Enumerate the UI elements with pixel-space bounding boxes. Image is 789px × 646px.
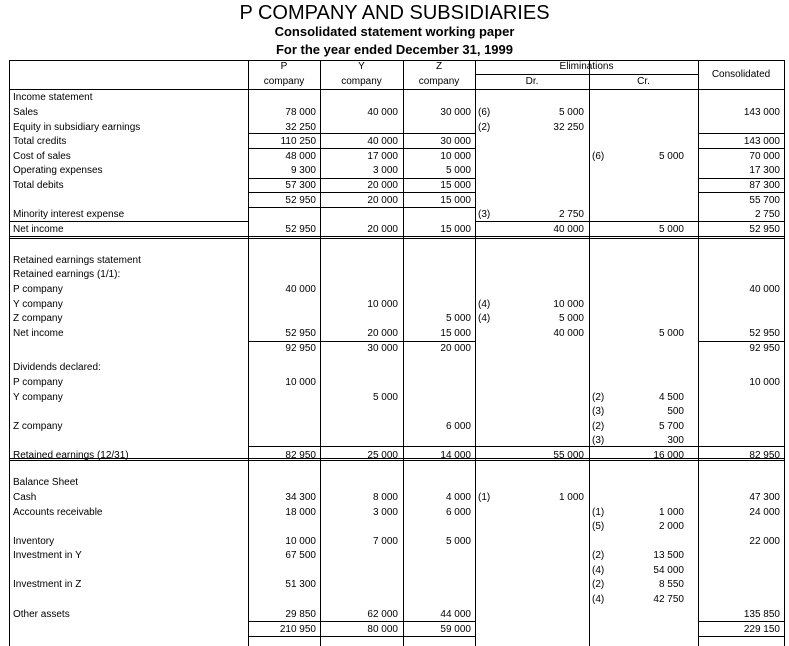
z-company-value: 15 000	[440, 180, 471, 191]
dr-value: 55 000	[553, 450, 584, 461]
underline-total-credits-cons	[698, 148, 784, 149]
p-company-value: 110 250	[280, 136, 316, 147]
col-divider-dr	[475, 61, 476, 646]
p-company-value: 10 000	[285, 377, 316, 388]
p-col-header-bottom: company	[263, 76, 305, 87]
underline-re-end	[248, 446, 475, 447]
underline-minority-label	[10, 221, 248, 222]
consolidated-value: 47 300	[749, 492, 780, 503]
z-company-value: 6 000	[445, 421, 471, 432]
p-company-value: 34 300	[285, 492, 316, 503]
z-col-header-top: Z	[435, 61, 443, 72]
cr-value: 16 000	[653, 450, 684, 461]
cr-entry-ref: (4)	[592, 594, 605, 605]
cr-entry-ref: (2)	[592, 550, 605, 561]
y-company-value: 8 000	[372, 492, 398, 503]
y-col-header-top: Y	[358, 61, 365, 72]
underline-opex	[248, 178, 475, 179]
dr-value: 40 000	[553, 328, 584, 339]
p-company-value: 92 950	[285, 343, 316, 354]
dr-entry-ref: (6)	[478, 107, 491, 118]
row-label: Net income	[13, 224, 64, 235]
consolidated-value: 135 850	[743, 609, 780, 620]
cr-entry-ref: (5)	[592, 521, 605, 532]
z-company-value: 5 000	[445, 536, 471, 547]
p-company-value: 48 000	[285, 151, 316, 162]
consolidated-value: 55 700	[749, 195, 780, 206]
section-rule-income	[10, 236, 784, 239]
row-label: Minority interest expense	[13, 209, 125, 220]
row-label: Net income	[13, 328, 64, 339]
underline-other-assets	[248, 621, 475, 622]
cr-value: 8 550	[658, 579, 684, 590]
z-company-value: 30 000	[440, 136, 471, 147]
y-company-value: 5 000	[372, 392, 398, 403]
y-company-value: 62 000	[367, 609, 398, 620]
consolidated-value: 87 300	[749, 180, 780, 191]
dr-value: 32 250	[553, 122, 584, 133]
underline-equity-cons	[698, 133, 784, 134]
y-company-value: 80 000	[367, 624, 398, 635]
p-company-value: 52 950	[285, 195, 316, 206]
y-company-value: 20 000	[367, 195, 398, 206]
underline-minority-cons	[698, 221, 784, 222]
y-company-value: 30 000	[367, 343, 398, 354]
y-company-value: 40 000	[367, 107, 398, 118]
z-company-value: 14 000	[440, 450, 471, 461]
cr-value: 42 750	[653, 594, 684, 605]
cr-value: 500	[667, 406, 684, 417]
underline-bs-total-cons	[698, 636, 784, 637]
p-company-value: 78 000	[285, 107, 316, 118]
p-company-value: 18 000	[285, 507, 316, 518]
y-company-value: 25 000	[367, 450, 398, 461]
p-company-value: 52 950	[285, 328, 316, 339]
row-label: Retained earnings (1/1):	[13, 269, 121, 280]
consolidated-value: 229 150	[743, 624, 780, 635]
dr-entry-ref: (3)	[478, 209, 491, 220]
p-company-value: 10 000	[285, 536, 316, 547]
p-company-value: 29 850	[285, 609, 316, 620]
underline-minority-elims	[475, 221, 698, 222]
row-label: Balance Sheet	[13, 477, 79, 488]
row-label: P company	[13, 284, 63, 295]
consolidated-value: 24 000	[749, 507, 780, 518]
z-company-value: 20 000	[440, 343, 471, 354]
z-company-value: 44 000	[440, 609, 471, 620]
consolidated-value: 52 950	[749, 224, 780, 235]
cr-value: 54 000	[653, 565, 684, 576]
period-title: For the year ended December 31, 1999	[275, 42, 513, 57]
consolidated-value: 52 950	[749, 328, 780, 339]
row-label: Cost of sales	[13, 151, 71, 162]
consolidated-value: 92 950	[749, 343, 780, 354]
underline-re-end-cons	[698, 446, 784, 447]
y-company-value: 20 000	[367, 224, 398, 235]
z-company-value: 5 000	[445, 313, 471, 324]
consolidated-header: Consolidated	[711, 69, 771, 80]
underline-total-credits	[248, 148, 475, 149]
underline-total-debits	[248, 192, 475, 193]
dr-entry-ref: (1)	[478, 492, 491, 503]
row-label: Dividends declared:	[13, 362, 101, 373]
row-label: Investment in Y	[13, 550, 82, 561]
p-company-value: 52 950	[285, 224, 316, 235]
p-company-value: 210 950	[279, 624, 316, 635]
cr-entry-ref: (3)	[592, 406, 605, 417]
row-label: Other assets	[13, 609, 70, 620]
consolidated-value: 143 000	[743, 136, 780, 147]
cr-value: 2 000	[658, 521, 684, 532]
y-company-value: 7 000	[372, 536, 398, 547]
y-company-value: 20 000	[367, 180, 398, 191]
row-label: Equity in subsidiary earnings	[13, 122, 141, 133]
dr-entry-ref: (2)	[478, 122, 491, 133]
dr-value: 2 750	[558, 209, 584, 220]
consolidated-value: 40 000	[749, 284, 780, 295]
z-company-value: 15 000	[440, 195, 471, 206]
dr-value: 1 000	[558, 492, 584, 503]
cr-value: 5 000	[658, 328, 684, 339]
y-company-value: 3 000	[372, 165, 398, 176]
statement-subtitle: Consolidated statement working paper	[274, 24, 515, 39]
p-company-value: 32 250	[285, 122, 316, 133]
eliminations-underline	[475, 74, 698, 75]
cr-value: 13 500	[653, 550, 684, 561]
y-company-value: 40 000	[367, 136, 398, 147]
cr-value: 5 000	[658, 151, 684, 162]
row-label: Y company	[13, 299, 63, 310]
dr-entry-ref: (4)	[478, 313, 491, 324]
consolidated-value: 70 000	[749, 151, 780, 162]
underline-ni-re-cons	[698, 341, 784, 342]
row-label: Cash	[13, 492, 37, 503]
cr-value: 5 000	[658, 224, 684, 235]
cr-entry-ref: (6)	[592, 151, 605, 162]
dr-value: 10 000	[553, 299, 584, 310]
cr-value: 4 500	[658, 392, 684, 403]
z-company-value: 6 000	[445, 507, 471, 518]
dr-entry-ref: (4)	[478, 299, 491, 310]
cr-entry-ref: (2)	[592, 579, 605, 590]
row-label: Sales	[13, 107, 39, 118]
row-label: Z company	[13, 421, 63, 432]
y-company-value: 10 000	[367, 299, 398, 310]
row-label: Retained earnings statement	[13, 255, 141, 266]
z-company-value: 59 000	[440, 624, 471, 635]
row-label: Y company	[13, 392, 63, 403]
cr-value: 1 000	[658, 507, 684, 518]
header-bottom-rule	[10, 89, 784, 90]
z-company-value: 5 000	[445, 165, 471, 176]
row-label: P company	[13, 377, 63, 388]
z-company-value: 30 000	[440, 107, 471, 118]
row-label: Total debits	[13, 180, 64, 191]
y-col-header-bottom: company	[341, 76, 382, 87]
cr-header: Cr.	[637, 76, 650, 87]
working-paper-table	[9, 60, 785, 646]
z-col-header-bottom: company	[418, 76, 460, 87]
row-label: Investment in Z	[13, 579, 82, 590]
dr-value: 5 000	[558, 313, 584, 324]
p-company-value: 57 300	[285, 180, 316, 191]
col-divider-cr	[589, 61, 590, 646]
dr-value: 40 000	[553, 224, 584, 235]
dr-value: 5 000	[558, 107, 584, 118]
y-company-value: 3 000	[372, 507, 398, 518]
row-label: Inventory	[13, 536, 55, 547]
p-company-value: 67 500	[285, 550, 316, 561]
row-label: Z company	[13, 313, 63, 324]
consolidated-value: 82 950	[749, 450, 780, 461]
p-col-header-top: P	[280, 61, 288, 72]
z-company-value: 4 000	[445, 492, 471, 503]
row-label: Accounts receivable	[13, 507, 103, 518]
z-company-value: 15 000	[440, 328, 471, 339]
cr-entry-ref: (2)	[592, 392, 605, 403]
company-title: P COMPANY AND SUBSIDIARIES	[239, 2, 550, 24]
row-label: Income statement	[13, 92, 93, 103]
y-company-value: 20 000	[367, 328, 398, 339]
z-company-value: 10 000	[440, 151, 471, 162]
eliminations-header: Eliminations	[559, 61, 614, 72]
p-company-value: 40 000	[285, 284, 316, 295]
row-label: Retained earnings (12/31)	[13, 450, 129, 461]
y-company-value: 17 000	[367, 151, 398, 162]
underline-opex-cons	[698, 178, 784, 179]
p-company-value: 9 300	[290, 165, 316, 176]
cr-entry-ref: (4)	[592, 565, 605, 576]
consolidated-value: 22 000	[749, 536, 780, 547]
consolidated-value: 143 000	[743, 107, 780, 118]
cr-entry-ref: (3)	[592, 435, 605, 446]
dr-header: Dr.	[525, 76, 539, 87]
cr-entry-ref: (1)	[592, 507, 605, 518]
underline-bs-total	[248, 636, 475, 637]
underline-subtotal	[248, 207, 475, 208]
row-label: Operating expenses	[13, 165, 103, 176]
p-company-value: 51 300	[285, 579, 316, 590]
consolidated-value: 10 000	[749, 377, 780, 388]
cr-value: 5 700	[658, 421, 684, 432]
consolidated-value: 17 300	[749, 165, 780, 176]
cr-entry-ref: (2)	[592, 421, 605, 432]
cr-value: 300	[667, 435, 684, 446]
underline-other-assets-cons	[698, 621, 784, 622]
row-label: Total credits	[13, 136, 67, 147]
underline-total-debits-cons	[698, 192, 784, 193]
consolidated-value: 2 750	[754, 209, 780, 220]
p-company-value: 82 950	[285, 450, 316, 461]
underline-ni-re	[248, 341, 475, 342]
z-company-value: 15 000	[440, 224, 471, 235]
